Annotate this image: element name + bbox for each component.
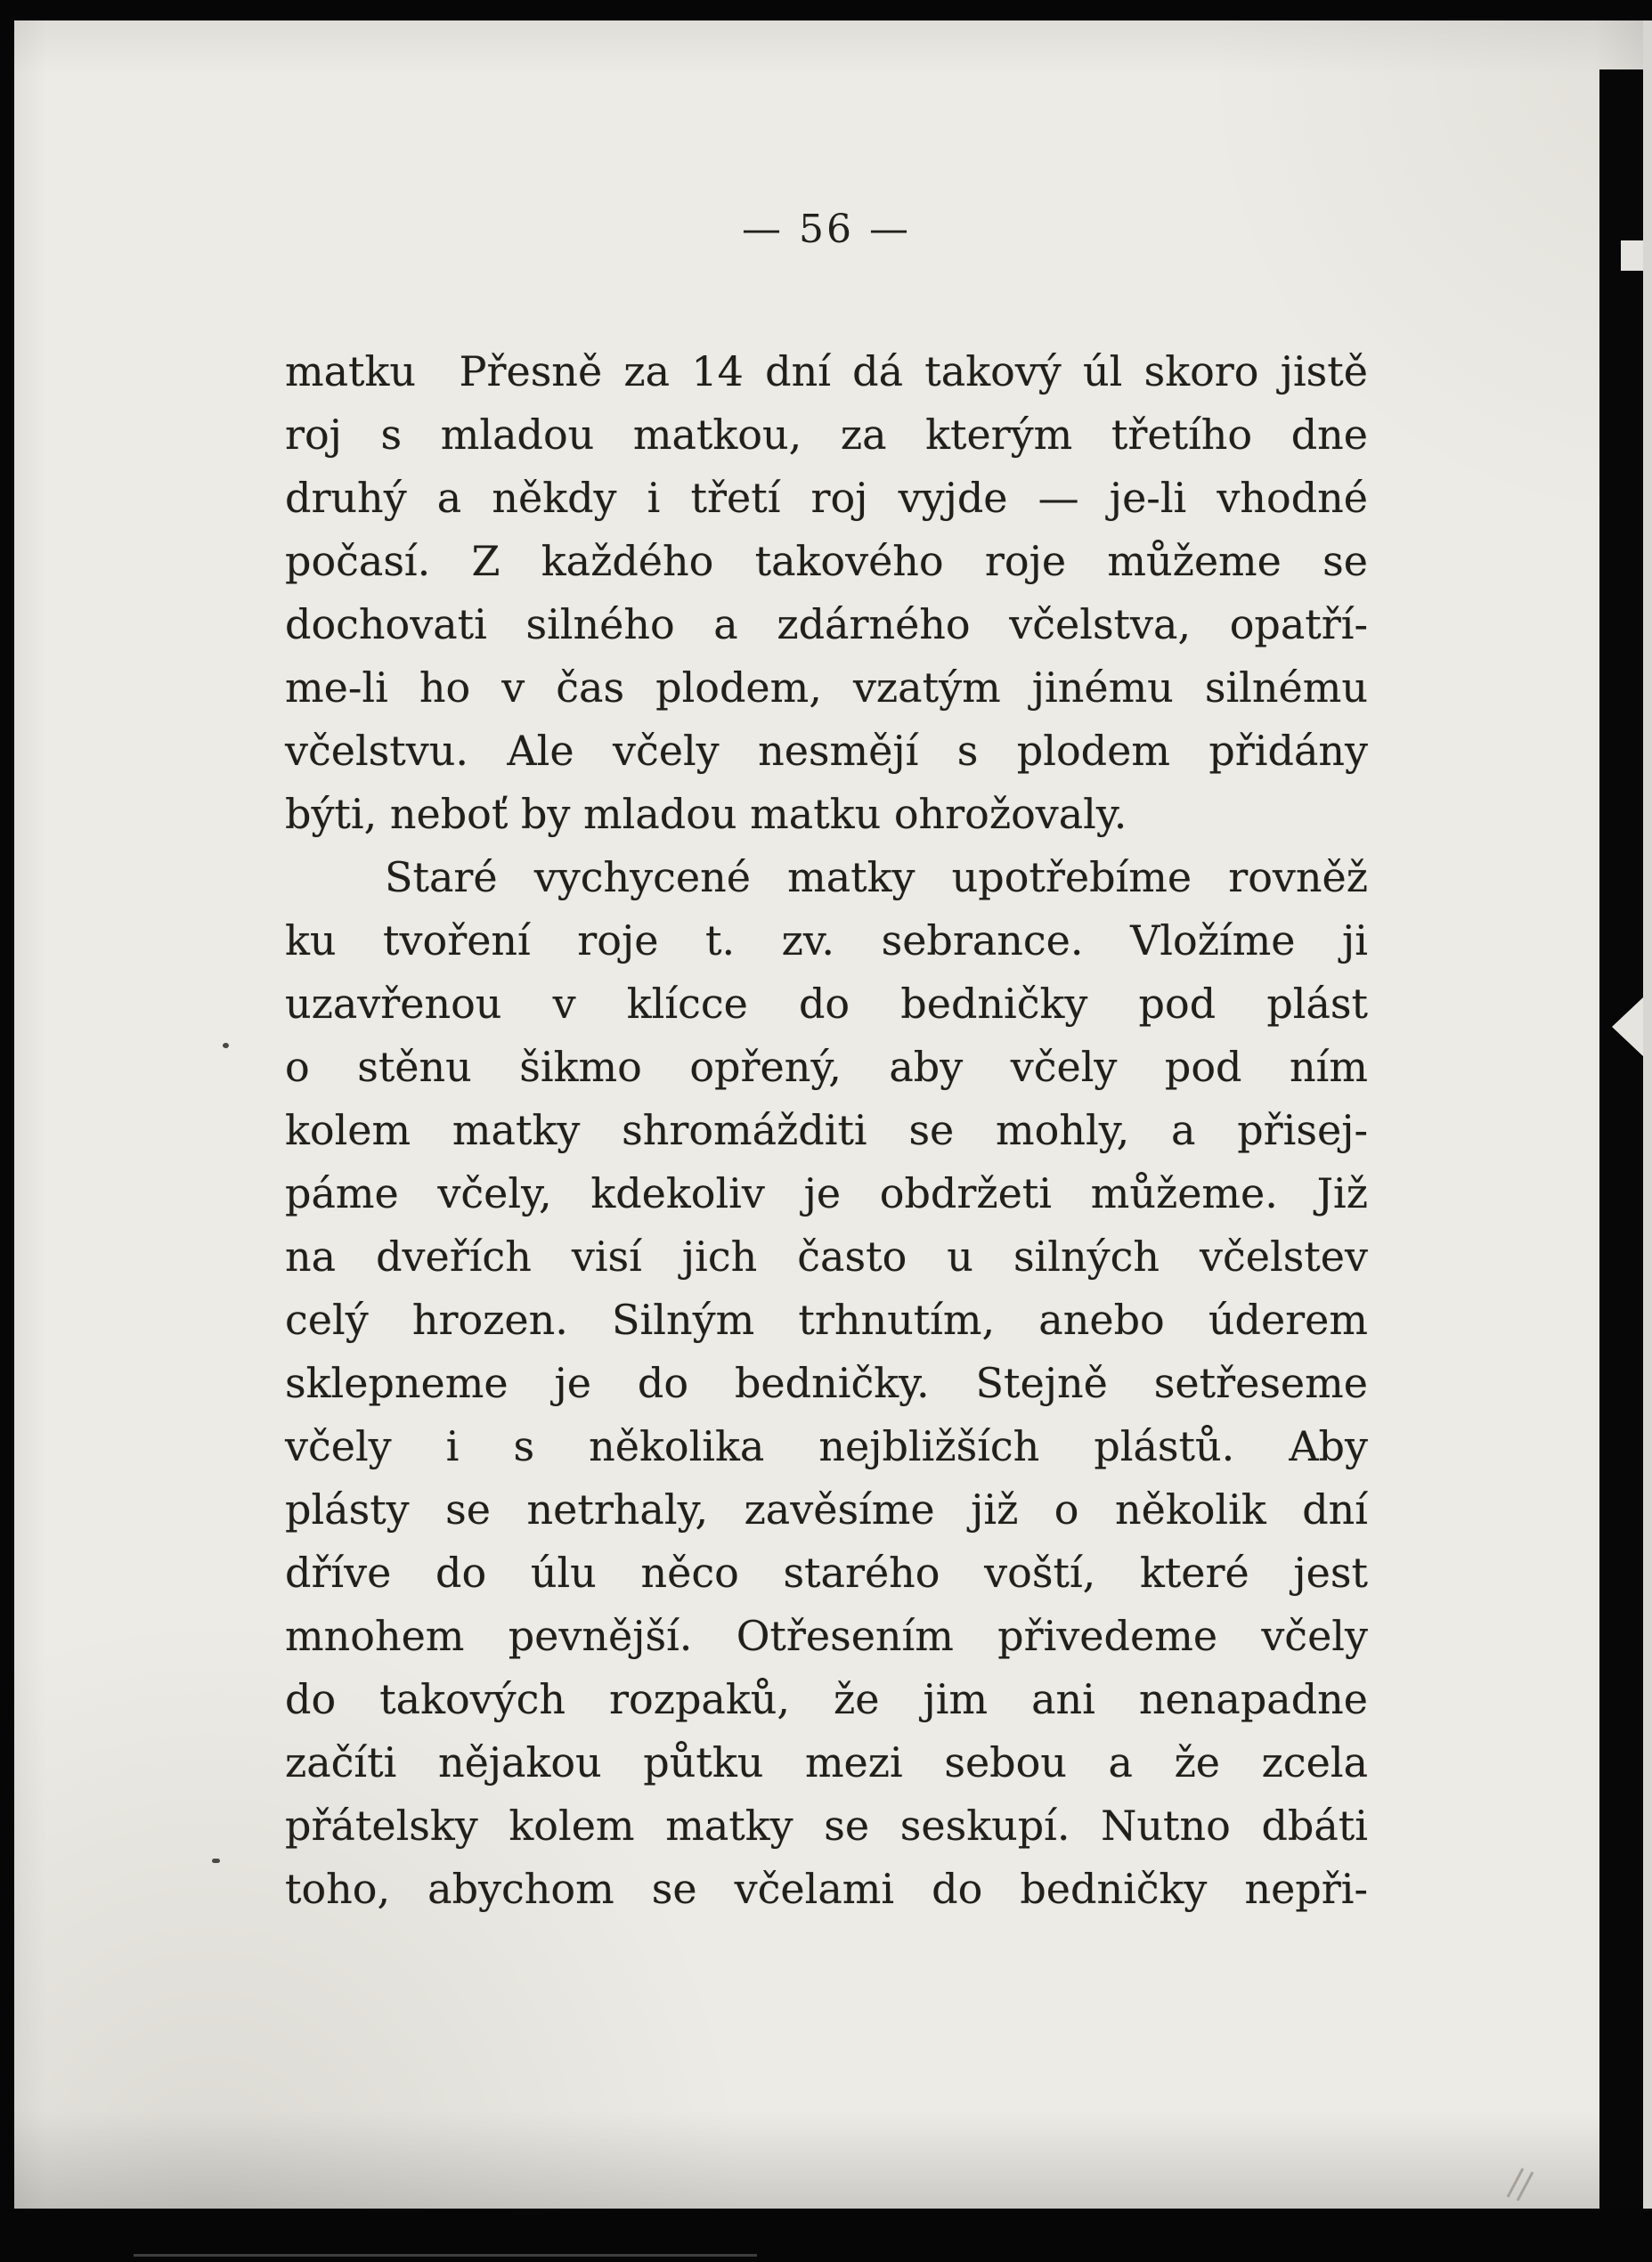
page-paper xyxy=(14,20,1643,2209)
text-line: uzavřenou v klícce do bedničky pod plást xyxy=(285,980,1368,1028)
scan-speck xyxy=(212,1859,220,1863)
text-line: ku tvoření roje t. zv. sebrance. Vložíme ji xyxy=(285,916,1368,964)
text-line: toho, abychom se včelami do bedničky nepři- xyxy=(285,1865,1368,1913)
text-line: začíti nějakou půtku mezi sebou a že zcela xyxy=(285,1738,1368,1786)
spine-notch xyxy=(1621,240,1643,271)
body-text xyxy=(285,340,1368,1921)
text-line: býti, neboť by mladou matku ohrožovaly. xyxy=(285,790,1127,838)
text-line: kolem matky shromážditi se mohly, a přisej- xyxy=(285,1106,1368,1154)
text-line: včelstvu. Ale včely nesmějí s plodem přidány xyxy=(285,727,1368,775)
text-line: dříve do úlu něco starého voští, které jest xyxy=(285,1549,1368,1597)
text-line: druhý a někdy i třetí roj vyjde — je-li vhodné xyxy=(285,474,1368,522)
text-line: včely i s několika nejbližších plástů. Aby xyxy=(285,1422,1368,1470)
text-line: Staré vychycené matky upotřebíme rovněž xyxy=(385,853,1368,901)
text-line: počasí. Z každého takového roje můžeme se xyxy=(285,537,1368,585)
text-line: sklepneme je do bedničky. Stejně setřeseme xyxy=(285,1359,1368,1407)
scan-pencil-mark xyxy=(1507,2167,1534,2204)
text-line: me-li ho v čas plodem, vzatým jinému silnému xyxy=(285,663,1368,712)
scan-right-edge xyxy=(1643,20,1652,2209)
text-line: mnohem pevnější. Otřesením přivedeme včely xyxy=(285,1612,1368,1660)
scan-bottom-edge-line xyxy=(134,2254,757,2257)
text-line: matku Přesně za 14 dní dá takový úl skoro jistě xyxy=(285,347,1368,395)
text-line: o stěnu šikmo opřený, aby včely pod ním xyxy=(285,1043,1368,1091)
text-line: celý hrozen. Silným trhnutím, anebo úderem xyxy=(285,1296,1368,1344)
text-line: páme včely, kdekoliv je obdržeti můžeme. Již xyxy=(285,1169,1368,1217)
text-line: plásty se netrhaly, zavěsíme již o několik dní xyxy=(285,1485,1368,1534)
text-line: do takových rozpaků, že jim ani nenapadne xyxy=(285,1675,1368,1723)
page-number: — 56 — xyxy=(742,207,911,252)
text-line: roj s mladou matkou, za kterým třetího dne xyxy=(285,411,1368,459)
book-spine-shadow xyxy=(1599,69,1643,2209)
text-line: dochovati silného a zdárného včelstva, opatří- xyxy=(285,600,1368,648)
spine-notch xyxy=(1612,997,1643,1056)
text-line: na dveřích visí jich často u silných včelstev xyxy=(285,1233,1368,1281)
scan-speck xyxy=(223,1043,229,1048)
text-line: přátelsky kolem matky se seskupí. Nutno dbáti xyxy=(285,1802,1368,1850)
